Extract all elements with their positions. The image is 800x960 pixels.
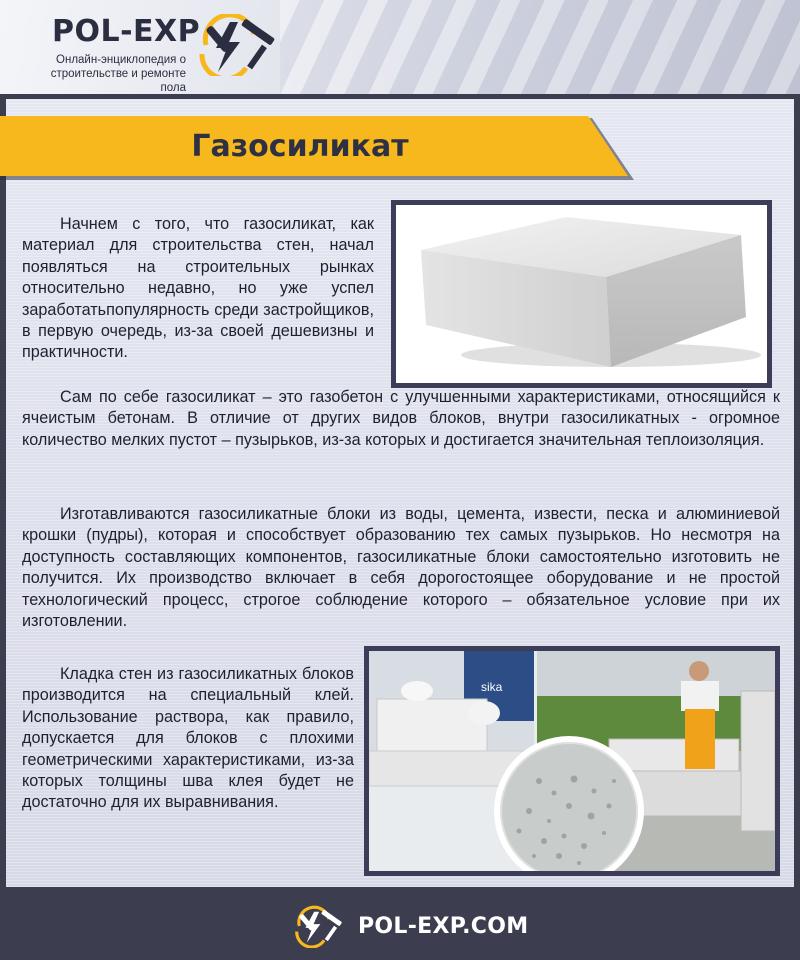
title-banner	[0, 116, 640, 182]
wrench-hammer-lightning-icon[interactable]	[293, 904, 349, 948]
brand-name[interactable]: POL-EXP	[52, 14, 201, 49]
masonry-collage-image	[369, 651, 775, 871]
header-decoration	[280, 0, 800, 94]
paragraph-definition: Сам по себе газосиликат – это газобетон с улучшенными характеристиками, относящийся к ячеистым бетонам. В отличие от других видов блоков, внутри газосиликатных - огромное количество мелких пустот – пузырьков, из-за которых и достигается значительная теплоизоляция.	[22, 388, 780, 449]
block-photo	[391, 200, 772, 388]
wrench-hammer-lightning-icon[interactable]	[196, 14, 286, 76]
site-header	[0, 0, 800, 94]
tagline-line-2: строительстве и ремонте пола	[50, 68, 186, 94]
aerated-block-image	[396, 205, 767, 383]
paragraph-masonry: Кладка стен из газосиликатных блоков производится на специальный клей. Использование раствора, как правило, допускается для блоков с плохими геометрическими характеристиками, из-за которых толщины шва клея будет не достаточно для их выравнивания.	[22, 665, 354, 812]
paragraph-intro: Начнем с того, что газосиликат, как материал для строительства стен, начал появляться на строительных рынках относительно недавно, но уже успел заработатьпопулярность среди застройщиков, в первую очередь, из-за своей дешевизны и практичности.	[22, 215, 374, 362]
site-tagline	[26, 53, 186, 95]
glove-brand-text: sika	[481, 680, 503, 694]
paragraph-production: Изготавливаются газосиликатные блоки из воды, цемента, извести, песка и алюминиевой крошки (пудры), которая и способствует образованию тех самых пузырьков. Но несмотря на доступность составляющих компонентов, газосиликатные блоки самостоятельно изготовить не получится. Их производство включает в себя дорогостоящее оборудование и не простой технологический процесс, строгое соблюдение которого – обязательное условие при их изготовлении.	[22, 505, 780, 631]
masonry-collage-photo	[364, 646, 780, 876]
tagline-line-1: Онлайн-энциклопедия о	[56, 54, 186, 66]
footer-site-link[interactable]: POL-EXP.COM	[358, 914, 529, 939]
page-title: Газосиликат	[191, 129, 409, 164]
